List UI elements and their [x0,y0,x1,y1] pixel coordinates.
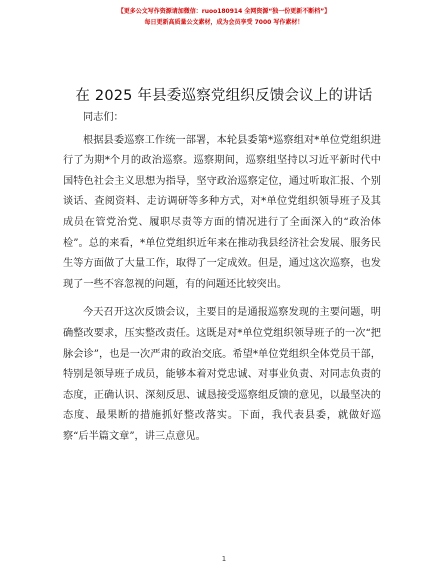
body-paragraph-1: 根据县委巡察工作统一部署，本轮县委第*巡察组对*单位党组织进行了为期*个月的政治巡察。巡察期间，巡察组坚持以习近平新时代中国特色社会主义思想为指导，坚守政治巡察定位，通过听取汇报、个别谈话、查阅资料、走访调研等多种方式，对*单位党组织领导班子及其成员在管党治党、履职尽责等方面的情况进行了全面深入的“政治体检”。总的来看，*单位党组织近年来在推动我县经济社会发展、服务民生等方面做了大量工作，取得了一定成效。但是，通过这次巡察，也发现了一些不容忽视的问题，有的问题还比较突出。 [63,134,381,290]
page-number: 1 [221,555,227,563]
document-title: 在 2025 年县委巡察党组织反馈会议上的讲话 [75,88,373,104]
body-paragraph-2: 今天召开这次反馈会议，主要目的是通报巡察发现的主要问题，明确整改要求，压实整改责任。这既是对*单位党组织领导班子的一次“把脉会诊”，也是一次严肃的政治交底。希望*单位党组织全体党员干部，特别是领导班子成员，能够本着对党忠诚、对事业负责、对同志负责的态度，正确认识、深刻反思、诚恳接受巡察组反馈的意见，以最坚决的态度、最果断的措施抓好整改落实。下面，我代表县委，就做好巡察“后半篇文章”，讲三点意见。 [63,307,381,442]
promo-line-membership: 每日更新高质量公文素材，成为会员享受 7000 写作素材！ [144,19,304,26]
promo-line-wechat: 【更多公文写作资源请加微信：ruoo180914 全网资源“独一份更新不断档”】 [117,8,331,15]
salutation: 同志们： [83,112,124,123]
promo-banner [0,6,448,28]
document-body [63,108,381,456]
